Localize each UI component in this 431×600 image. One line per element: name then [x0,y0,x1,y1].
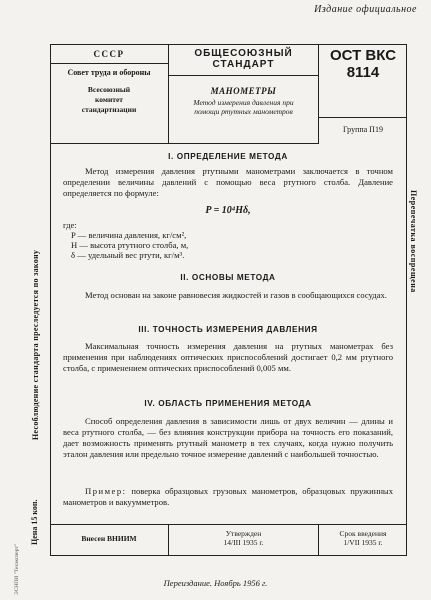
reprint-note: Переиздание. Ноябрь 1956 г. [163,578,268,588]
standard-type-line: ОБЩЕСОЮЗНЫЙ [194,48,293,59]
council-label: Совет труда и обороны [67,68,151,77]
formula-definitions [63,220,393,260]
section-1-title: I. ОПРЕДЕЛЕНИЕ МЕТОДА [168,152,288,161]
formula: P = 10⁴Hδ, [205,205,251,216]
approved-cell [169,524,319,556]
effective-date: 1/VII 1935 г. [343,538,383,547]
divider [169,143,319,144]
approved-label: Утвержден [225,529,262,538]
section-4-text: Способ определения давления в зависимости лишь от двух величин — длины и веса ртутного столба, — без влияния конструкции прибора на точность его показаний, дает возможность применять ртутный манометр в тех случаях, когда нужно получить эталон давления или предельно точное измерение давлений с наибольшей точностью. [63,416,393,459]
where-label: где: [63,220,77,230]
issuer-block [50,44,169,144]
section-4-title: IV. ОБЛАСТЬ ПРИМЕНЕНИЯ МЕТОДА [144,399,312,408]
group-label: Группа П19 [319,117,407,144]
committee-line: комитет [95,95,123,104]
subtitle-line: Метод измерения давления при [193,98,294,107]
subtitle-line: помощи ртутных манометров [194,107,293,116]
document-title: МАНОМЕТРЫ [210,86,277,96]
definition-item: P — величина давления, кг/см², [71,230,187,240]
committee-label [50,85,168,115]
edition-label: Издание официальное [314,4,417,15]
definition-item: H — высота ртутного столба, м, [71,240,189,250]
committee-line: стандартизации [81,105,137,114]
section-2-text: Метод основан на законе равновесия жидкостей и газов в сообщающихся сосудах. [85,290,387,300]
section-1-text: Метод измерения давления ртутными манометрами заключается в точном определении величины давлений с помощью веса ртутного столба. Давление определяется по формуле: [63,166,393,198]
effective-label: Срок введения [339,529,387,538]
divider [50,63,168,64]
standard-type-title [169,48,318,70]
standard-code [319,47,407,81]
example-text: поверка образцовых грузовых манометров, образцовых пружинных манометров и вакуумметров. [63,486,393,507]
definition-item: δ — удельный вес ртути, кг/м³. [71,250,185,260]
submitted-cell [50,524,169,556]
source-stamp: ЭСНПИ "Техэксперт" [14,543,20,595]
committee-line: Всесоюзный [87,85,131,94]
example-paragraph [63,486,393,508]
submitted-label: Внесен ВНИИМ [81,534,137,543]
standard-type-line: СТАНДАРТ [212,59,275,70]
legal-notice: Несоблюдение стандарта преследуется по закону [31,249,40,440]
code-line: ОСТ ВКС [329,47,397,64]
section-3-title: III. ТОЧНОСТЬ ИЗМЕРЕНИЯ ДАВЛЕНИЯ [138,325,318,334]
divider [169,75,318,76]
document-subtitle [169,98,318,116]
country-label: СССР [93,49,125,59]
section-3-text: Максимальная точность измерения давления на ртутных манометрах без применения при наблюдениях оптических приспособлений достигает 0,2 мм ртутного столба, с применением оптических приспособлений 0,005 мм. [63,341,393,373]
effective-cell [319,524,407,556]
price-label: Цена 15 коп. [30,499,39,545]
title-block [169,44,319,144]
example-label: Пример: [85,486,127,496]
section-2-title: II. ОСНОВЫ МЕТОДА [180,273,276,282]
code-line: 8114 [346,64,380,81]
reprint-prohibited-note: Перепечатка воспрещена [409,190,418,293]
approved-date: 14/III 1935 г. [223,538,264,547]
